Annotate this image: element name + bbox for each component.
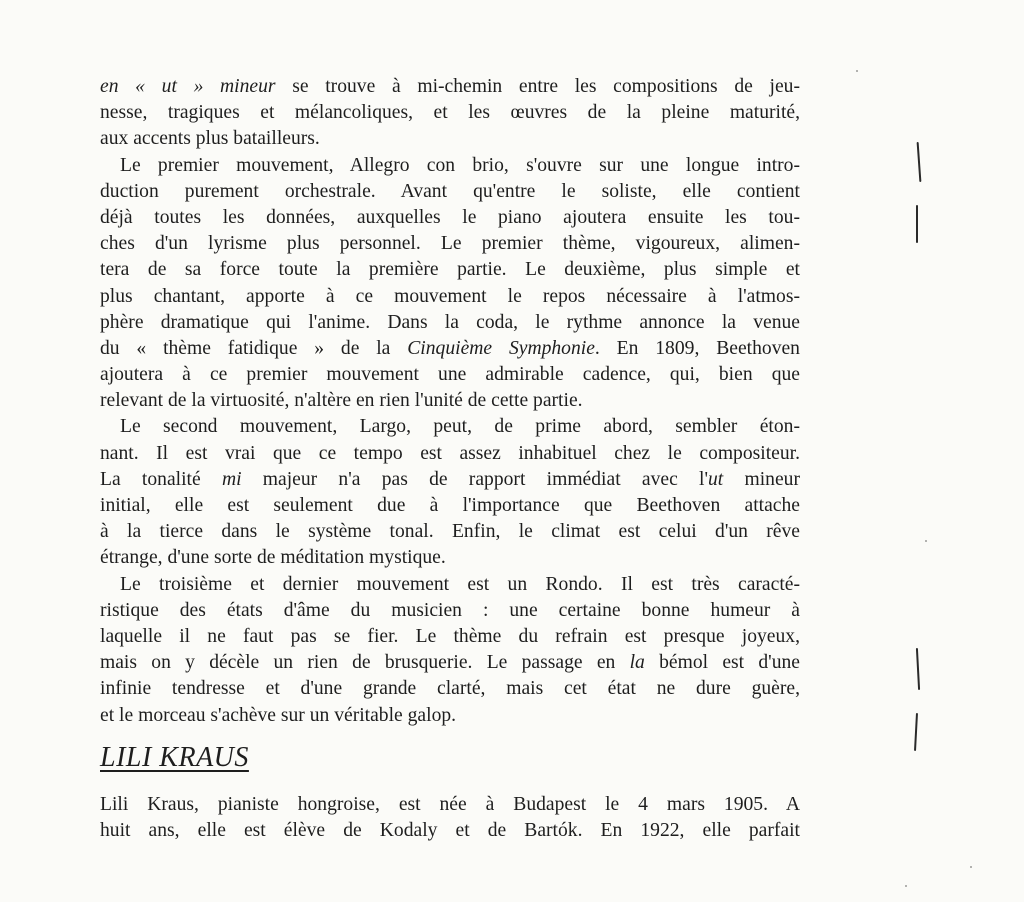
text-line (100, 650, 800, 676)
text-span: Le premier mouvement, Allegro con brio, s'ouvre sur une longue intro- (120, 154, 800, 176)
text-line (100, 818, 800, 844)
text-line (100, 388, 800, 414)
text-line (100, 545, 800, 571)
text-span: du « thème fatidique » de la (100, 337, 408, 359)
text-span: . En 1809, Beethoven (594, 337, 800, 359)
text-span: tera de sa force toute la première partie. Le deuxième, plus simple et (100, 259, 800, 281)
scan-speck (925, 540, 927, 542)
text-line (100, 414, 800, 440)
binding-mark (914, 713, 918, 751)
text-span: infinie tendresse et d'une grande clarté, mais cet état ne dure guère, (100, 678, 800, 700)
text-span: mineur (723, 468, 800, 490)
text-line (100, 310, 800, 336)
text-line (100, 153, 800, 179)
text-span: ches d'un lyrisme plus personnel. Le premier thème, vigoureux, alimen- (100, 233, 800, 255)
text-line (100, 792, 800, 818)
text-line (100, 100, 800, 126)
body-text (100, 74, 800, 729)
text-line (100, 126, 800, 152)
text-span: La tonalité (100, 468, 222, 490)
text-span: aux accents plus batailleurs. (100, 128, 320, 150)
binding-mark (917, 142, 922, 182)
text-span: nant. Il est vrai que ce tempo est assez inhabituel chez le compositeur. (100, 442, 800, 464)
italic-text: mi (221, 468, 242, 490)
text-line (100, 336, 800, 362)
text-span: nesse, tragiques et mélancoliques, et les œuvres de la pleine maturité, (100, 102, 800, 124)
text-span: huit ans, elle est élève de Kodaly et de Bartók. En 1922, elle parfait (100, 820, 800, 842)
text-span: relevant de la virtuosité, n'altère en rien l'unité de cette partie. (100, 390, 583, 412)
text-line (100, 598, 800, 624)
text-line (100, 467, 800, 493)
text-span: plus chantant, apporte à ce mouvement le repos nécessaire à l'atmos- (100, 285, 800, 307)
text-line (100, 257, 800, 283)
text-line (100, 284, 800, 310)
text-line (100, 703, 800, 729)
text-line (100, 205, 800, 231)
text-line (100, 362, 800, 388)
text-line (100, 624, 800, 650)
italic-text: en « ut » mineur (100, 76, 276, 97)
text-line (100, 74, 800, 100)
text-span: Lili Kraus, pianiste hongroise, est née à Budapest le 4 mars 1905. A (100, 794, 800, 815)
text-span: mais on y décèle un rien de brusquerie. Le passage en (100, 652, 630, 674)
text-span: majeur n'a pas de rapport immédiat avec l' (241, 468, 708, 490)
text-span: se trouve à mi-chemin entre les compositions de jeu- (275, 76, 800, 97)
text-span: initial, elle est seulement due à l'importance que Beethoven attache (100, 495, 800, 516)
text-line (100, 441, 800, 467)
scan-speck (856, 70, 858, 72)
text-line (100, 676, 800, 702)
text-span: Le second mouvement, Largo, peut, de prime abord, sembler éton- (120, 416, 800, 438)
text-span: et le morceau s'achève sur un véritable galop. (100, 704, 457, 726)
binding-mark (916, 648, 920, 690)
text-span: déjà toutes les données, auxquelles le piano ajoutera ensuite les tou- (100, 206, 800, 228)
italic-text: Cinquième Symphonie (407, 337, 595, 359)
text-span: Le troisième et dernier mouvement est un Rondo. Il est très caracté- (120, 573, 800, 595)
text-span: laquelle il ne faut pas se fier. Le thème du refrain est presque joyeux, (100, 625, 800, 647)
text-span: ajoutera à ce premier mouvement une admirable cadence, qui, bien que (100, 364, 800, 386)
text-span: phère dramatique qui l'anime. Dans la coda, le rythme annonce la venue (100, 311, 800, 333)
text-line (100, 572, 800, 598)
text-span: bémol est d'une (644, 652, 800, 674)
binding-mark (916, 205, 918, 243)
text-span: ristique des états d'âme du musicien : une certaine bonne humeur à (100, 599, 800, 621)
bio-text (100, 792, 800, 844)
text-line (100, 519, 800, 545)
scan-speck (905, 885, 907, 887)
text-span: à la tierce dans le système tonal. Enfin, le climat est celui d'un rêve (100, 521, 800, 543)
text-line (100, 493, 800, 519)
italic-text: la (629, 652, 645, 674)
scan-speck (970, 866, 972, 868)
text-span: duction purement orchestrale. Avant qu'entre le soliste, elle contient (100, 180, 800, 202)
text-line (100, 179, 800, 205)
text-line (100, 231, 800, 257)
text-span: étrange, d'une sorte de méditation mystique. (100, 547, 446, 569)
italic-text: ut (708, 468, 724, 490)
section-heading-lili-kraus: LILI KRAUS (100, 742, 249, 773)
